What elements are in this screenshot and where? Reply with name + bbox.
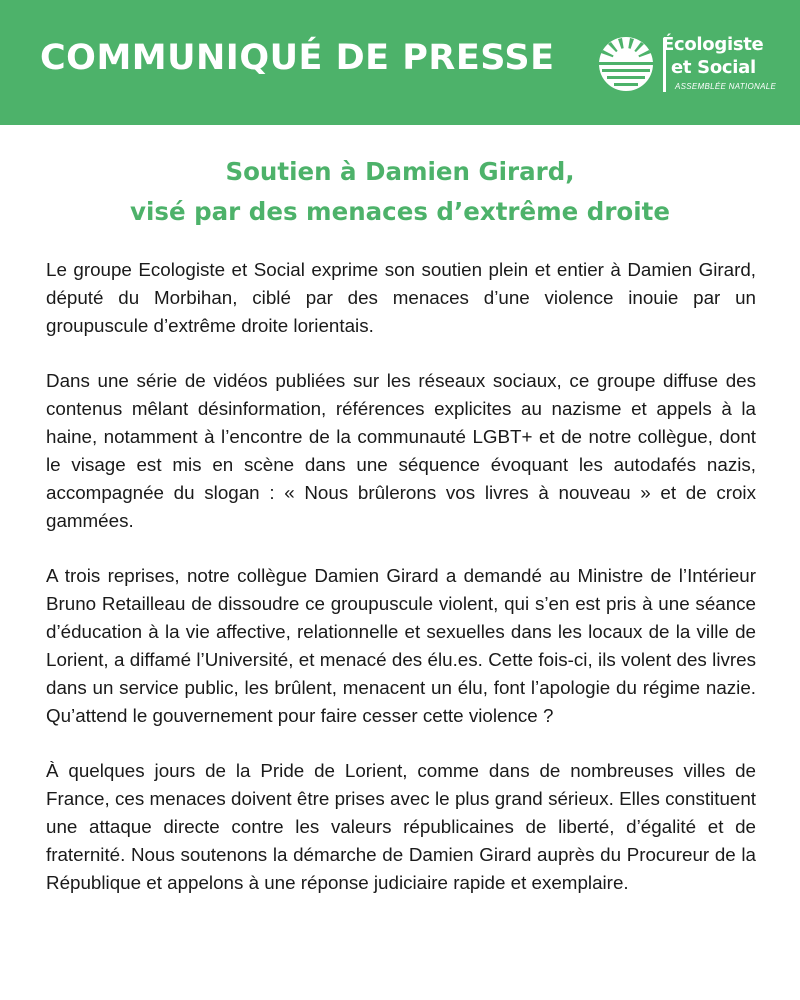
party-logo — [598, 36, 788, 100]
headline-line2: visé par des menaces d’extrême droite — [130, 197, 670, 226]
header-banner — [0, 0, 800, 125]
page-title: COMMUNIQUÉ DE PRESSE — [40, 38, 555, 78]
paragraph-4: À quelques jours de la Pride de Lorient, comme dans de nombreuses villes de France, ces menaces doivent être prises avec le plus grand sérieux. Elles constituent une attaque directe contre les valeurs républicaines de liberté, d’égalité et de fraternité. Nous soutenons la démarche de Damien Girard auprès du Procureur de la République et appelons à une réponse judiciaire rapide et exemplaire. — [46, 760, 756, 893]
paragraph-2: Dans une série de vidéos publiées sur les réseaux sociaux, ce groupe diffuse des contenus mêlant désinformation, références explicites au nazisme et appels à la haine, notamment à l’encontre de la communauté LGBT+ et de notre collègue, dont le visage est mis en scène dans une séquence évoquant les autodafés nazis, accompagnée du slogan : « Nous brûlerons vos livres à nouveau » et de croix gammées. — [46, 370, 756, 531]
press-release-body — [46, 256, 756, 897]
logo-name-line1: Écologiste — [662, 34, 764, 55]
logo-subtitle: ASSEMBLÉE NATIONALE — [675, 82, 777, 91]
headline-line1: Soutien à Damien Girard, — [225, 157, 575, 186]
paragraph-1: Le groupe Ecologiste et Social exprime son soutien plein et entier à Damien Girard, député du Morbihan, ciblé par des menaces d’une violence inouie par un groupuscule d’extrême droite lorientais. — [46, 259, 756, 336]
paragraph-3: A trois reprises, notre collègue Damien Girard a demandé au Ministre de l’Intérieur Bruno Retailleau de dissoudre ce groupuscule violent, qui s’en est pris à une séance d’éducation à la vie affective, relationnelle et sexuelles dans les locaux de la ville de Lorient, a diffamé l’Université, et menacé des élu.es. Cette fois-ci, ils volent des livres dans un service public, les brûlent, menacent un élu, font l’apologie du régime nazie. Qu’attend le gouvernement pour faire cesser cette violence ? — [46, 565, 756, 726]
logo-name-line2: et Social — [671, 57, 756, 78]
headline — [0, 152, 800, 232]
sun-icon — [598, 36, 654, 92]
